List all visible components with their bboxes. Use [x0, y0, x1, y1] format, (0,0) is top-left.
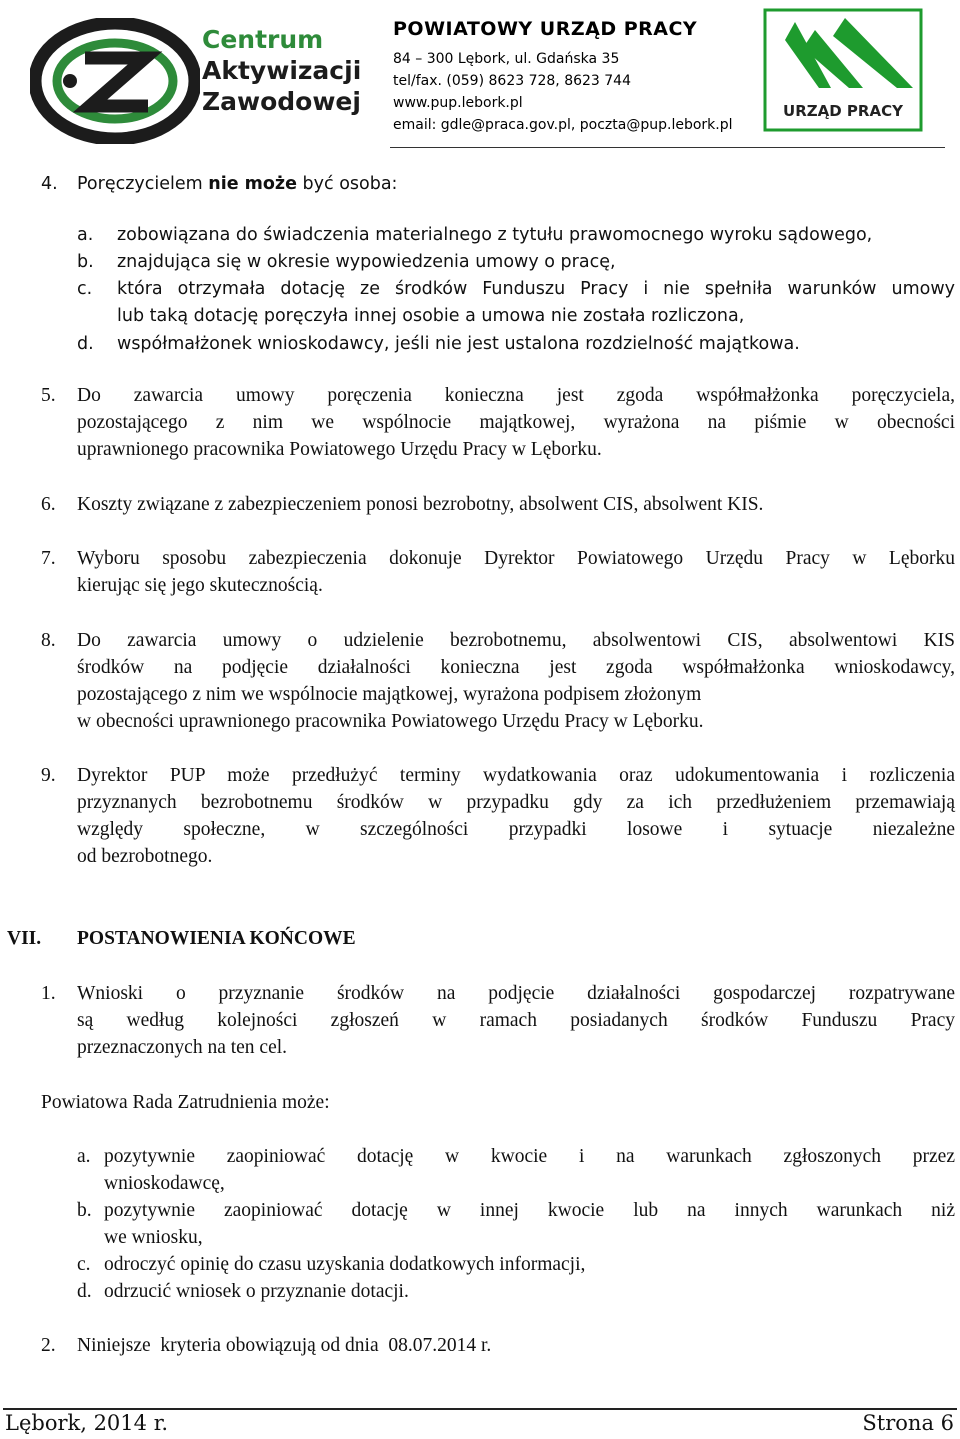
rada-a-line1: pozytywnie zaopiniować dotację w kwocie i na warunkach zgłoszonych przez [104, 1146, 955, 1167]
footer-divider [3, 1408, 957, 1410]
item-9-number: 9. [41, 765, 56, 786]
item-5-line3: uprawnionego pracownika Powiatowego Urzędu Pracy w Lęborku. [77, 439, 602, 460]
rada-a-letter: a. [77, 1146, 91, 1167]
item-6-line1: Koszty związane z zabezpieczeniem ponosi bezrobotny, absolwent CIS, absolwent KIS. [77, 494, 764, 515]
item-4a-letter: a. [77, 225, 94, 245]
pup-phone: tel/fax. (059) 8623 728, 8623 744 [393, 73, 631, 89]
final-item-2-number: 2. [41, 1335, 56, 1356]
item-8-number: 8. [41, 630, 56, 651]
urzad-pracy-logo-text: URZĄD PRACY [783, 102, 903, 120]
rada-d-line1: odrzucić wniosek o przyznanie dotacji. [104, 1281, 409, 1302]
cez-name-line2: Aktywizacji [202, 56, 362, 85]
item-8-line2: środków na podjęcie działalności konieczna jest zgoda współmałżonka wnioskodawcy, [77, 657, 955, 678]
rada-b-line1: pozytywnie zaopiniować dotację w innej kwocie lub na innych warunkach niż [104, 1200, 955, 1221]
item-4-post: być osoba: [296, 174, 398, 194]
cez-name [202, 24, 361, 117]
letterhead [0, 0, 960, 150]
pup-contact [393, 18, 733, 136]
item-4b-text: znajdująca się w okresie wypowiedzenia umowy o pracę, [117, 252, 616, 272]
item-4d-letter: d. [77, 334, 94, 354]
cez-name-line3: Zawodowej [202, 87, 361, 116]
item-4b-letter: b. [77, 252, 94, 272]
section-7-roman: VII. [7, 928, 42, 949]
rada-b-line2: we wniosku, [104, 1227, 203, 1248]
urzad-pracy-logo-icon [763, 8, 923, 132]
item-8-line3: pozostającego z nim we wspólnocie majątkowej, wyrażona podpisem złożonym [77, 684, 702, 705]
item-6-number: 6. [41, 494, 56, 515]
cez-logo-icon [30, 18, 200, 144]
pup-email: email: gdle@praca.gov.pl, poczta@pup.lebork.pl [393, 117, 733, 133]
pup-title: POWIATOWY URZĄD PRACY [393, 18, 698, 40]
item-8-line4: w obecności uprawnionego pracownika Powiatowego Urzędu Pracy w Lęborku. [77, 711, 704, 732]
cez-name-line1: Centrum [202, 25, 324, 54]
pup-address: 84 – 300 Lębork, ul. Gdańska 35 [393, 51, 620, 67]
rada-c-line1: odroczyć opinię do czasu uzyskania dodatkowych informacji, [104, 1254, 586, 1275]
footer-page-number: Strona 6 [862, 1411, 954, 1435]
item-7-number: 7. [41, 548, 56, 569]
item-9-line3: względy społeczne, w szczególności przypadki losowe i sytuacje niezależne [77, 819, 955, 840]
item-4a-text: zobowiązana do świadczenia materialnego z tytułu prawomocnego wyroku sądowego, [117, 225, 873, 245]
item-7-line1: Wyboru sposobu zabezpieczenia dokonuje Dyrektor Powiatowego Urzędu Pracy w Lęborku [77, 548, 955, 569]
item-4c-letter: c. [77, 279, 93, 299]
item-4-pre: Poręczycielem [77, 174, 209, 194]
rada-intro: Powiatowa Rada Zatrudnienia może: [41, 1092, 330, 1113]
section-7-title: POSTANOWIENIA KOŃCOWE [77, 928, 356, 949]
item-5-line1: Do zawarcia umowy poręczenia konieczna jest zgoda współmałżonka poręczyciela, [77, 385, 955, 406]
final-item-1-line2: są według kolejności zgłoszeń w ramach posiadanych środków Funduszu Pracy [77, 1010, 955, 1031]
item-9-line2: przyznanych bezrobotnemu środków w przypadku gdy za ich przedłużeniem przemawiają [77, 792, 955, 813]
item-4c-text-line2: lub taką dotację poręczyła innej osobie a umowa nie została rozliczona, [117, 306, 745, 326]
pup-website: www.pup.lebork.pl [393, 95, 523, 111]
rada-d-letter: d. [77, 1281, 92, 1302]
item-9-line1: Dyrektor PUP może przedłużyć terminy wydatkowania oraz udokumentowania i rozliczenia [77, 765, 955, 786]
item-4d-text: współmałżonek wnioskodawcy, jeśli nie jest ustalona rozdzielność majątkowa. [117, 334, 800, 354]
final-item-2-line1: Niniejsze kryteria obowiązują od dnia 08.07.2014 r. [77, 1335, 492, 1356]
header-divider [390, 147, 945, 148]
final-item-1-line1: Wnioski o przyznanie środków na podjęcie działalności gospodarczej rozpatrywane [77, 983, 955, 1004]
final-item-1-line3: przeznaczonych na ten cel. [77, 1037, 288, 1058]
item-5-number: 5. [41, 385, 56, 406]
item-5-line2: pozostającego z nim we wspólnocie majątkowej, wyrażona na piśmie w obecności [77, 412, 955, 433]
rada-c-letter: c. [77, 1254, 91, 1275]
final-item-1-number: 1. [41, 983, 56, 1004]
rada-b-letter: b. [77, 1200, 92, 1221]
item-7-line2: kierując się jego skutecznością. [77, 575, 323, 596]
item-8-line1: Do zawarcia umowy o udzielenie bezrobotnemu, absolwentowi CIS, absolwentowi KIS [77, 630, 955, 651]
rada-a-line2: wnioskodawcę, [104, 1173, 225, 1194]
footer-place-date: Lębork, 2014 r. [5, 1411, 169, 1435]
item-4-number: 4. [41, 174, 58, 194]
item-4c-text-line1: która otrzymała dotację ze środków Funduszu Pracy i nie spełniła warunków umowy [117, 279, 955, 299]
item-4-bold: nie może [208, 174, 297, 194]
page-footer [0, 1408, 960, 1439]
item-4-text [77, 174, 397, 194]
item-9-line4: od bezrobotnego. [77, 846, 213, 867]
